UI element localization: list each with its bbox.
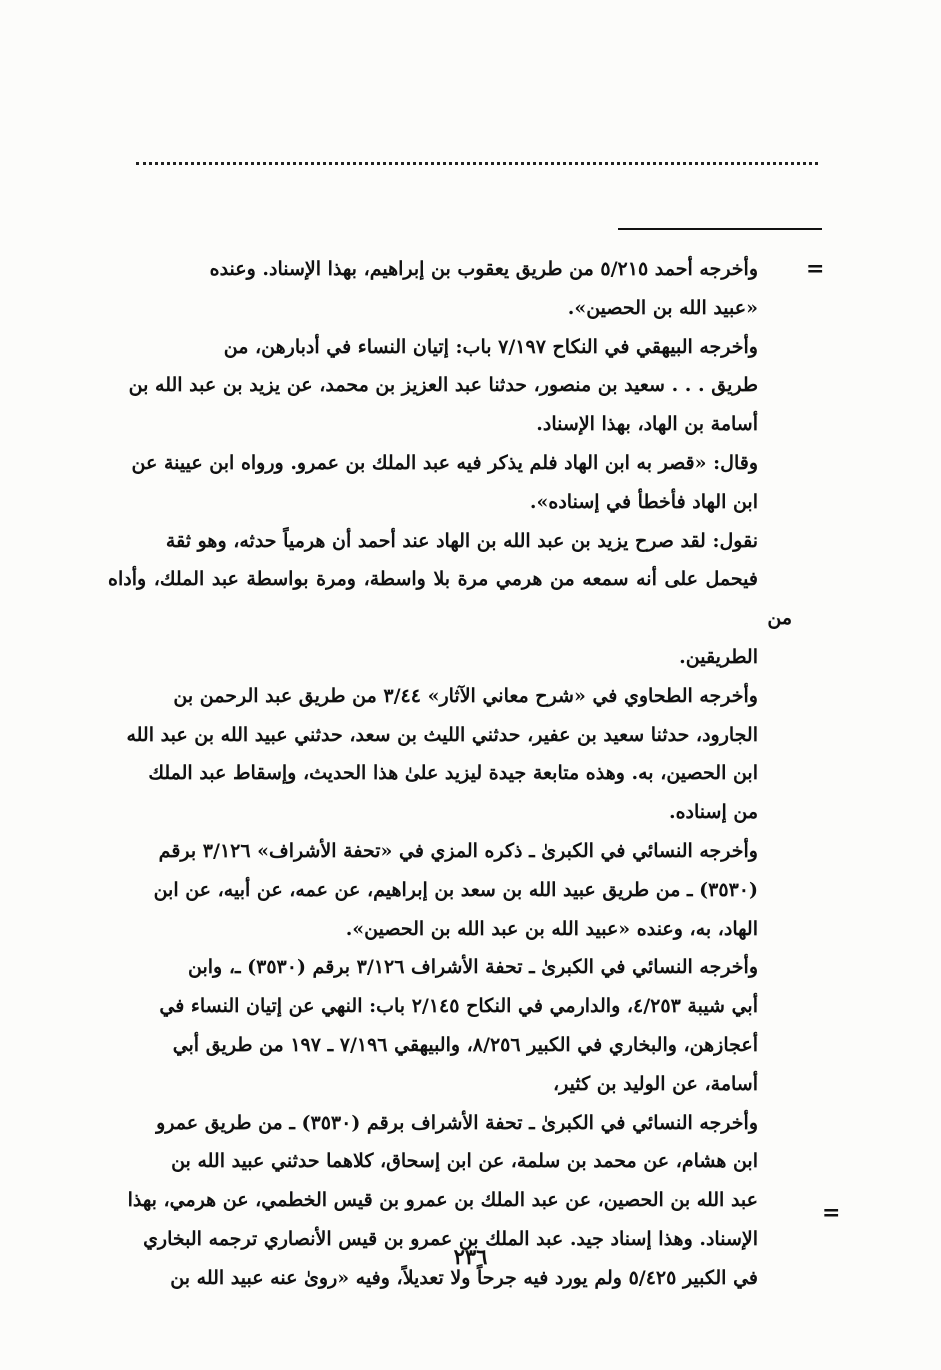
- text-line: الإسناد. وهذا إسناد جيد. عبد الملك بن عمرو بن قيس الأنصاري ترجمه البخاري: [143, 1227, 758, 1250]
- text-line: في الكبير ٥/٤٢٥ ولم يورد فيه جرحاً ولا تعديلاً، وفيه «روىٰ عنه عبيد الله بن: [170, 1266, 758, 1289]
- text-line: وأخرجه أحمد ٥/٢١٥ من طريق يعقوب بن إبراهيم، بهذا الإسناد. وعنده: [209, 258, 758, 280]
- text-line: أسامة، عن الوليد بن كثير،: [552, 1072, 758, 1095]
- text-line: أعجازهن، والبخاري في الكبير ٨/٢٥٦، والبيهقي ٧/١٩٦ ـ ١٩٧ من طريق أبي: [172, 1033, 758, 1056]
- text-line: من إسناده.: [668, 801, 758, 824]
- text-line: ابن هشام، عن محمد بن سلمة، عن ابن إسحاق، كلاهما حدثني عبيد الله بن: [171, 1150, 758, 1173]
- footnote-paragraph: [108, 444, 792, 522]
- text-line: وقال: «قصر به ابن الهاد فلم يذكر فيه عبد الملك بن عمرو. ورواه ابن عيينة عن: [131, 451, 758, 474]
- continuation-mark-top: =: [806, 256, 825, 282]
- text-line: أسامة بن الهاد، بهذا الإسناد.: [536, 413, 758, 436]
- text-line: ابن الهاد فأخطأ في إسناده».: [529, 490, 758, 513]
- text-line: وأخرجه البيهقي في النكاح ٧/١٩٧ باب: إتيان النساء في أدبارهن، من: [223, 335, 758, 358]
- text-line: الهاد، به، وعنده «عبيد الله بن عبد الله بن الحصين».: [345, 917, 758, 940]
- page-number: ٢٣٦: [453, 1244, 488, 1269]
- footnote-paragraph: [108, 677, 792, 832]
- footnote-paragraph: [108, 832, 792, 948]
- text-line: وأخرجه النسائي في الكبرىٰ ـ تحفة الأشراف برقم (٣٥٣٠) ـ من طريق عمرو: [156, 1111, 758, 1134]
- text-line: «عبيد الله بن الحصين».: [567, 296, 758, 319]
- footnote-paragraph: [108, 522, 792, 677]
- text-line: طريق . . . سعيد بن منصور، حدثنا عبد العزيز بن محمد، عن يزيد بن عبد الله بن: [128, 374, 758, 397]
- footnotes: [108, 250, 792, 1298]
- footnote-paragraph: [108, 328, 792, 444]
- text-line: أبي شيبة ٤/٢٥٣، والدارمي في النكاح ٢/١٤٥ باب: النهي عن إتيان النساء في: [159, 995, 758, 1018]
- footnote-separator: [618, 228, 822, 230]
- text-line: الطريقين.: [679, 645, 758, 668]
- text-line: نقول: لقد صرح يزيد بن عبد الله بن الهاد عند أحمد أن هرمياً حدثه، وهو ثقة: [165, 529, 758, 552]
- text-line: وأخرجه النسائي في الكبرىٰ ـ تحفة الأشراف ٣/١٢٦ برقم (٣٥٣٠) ـ، وابن: [188, 956, 758, 979]
- continuation-mark-bottom: =: [822, 1200, 841, 1226]
- footnote-paragraph: [108, 948, 792, 1103]
- main-text-ellipsis-rule: [136, 162, 818, 165]
- text-line: فيحمل على أنه سمعه من هرمي مرة بلا واسطة، ومرة بواسطة عبد الملك، وأداه من: [108, 568, 792, 630]
- text-line: (٣٥٣٠) ـ من طريق عبيد الله بن سعد بن إبراهيم، عن عمه، عن أبيه، عن ابن: [153, 878, 758, 901]
- text-line: وأخرجه النسائي في الكبرىٰ ـ ذكره المزي في «تحفة الأشراف» ٣/١٢٦ برقم: [158, 839, 758, 862]
- text-line: عبد الله بن الحصين، عن عبد الملك بن عمرو بن قيس الخطمي، عن هرمي، بهذا: [127, 1189, 758, 1212]
- text-line: الجارود، حدثنا سعيد بن عفير، حدثني الليث بن سعد، حدثني عبيد الله بن عبد الله: [126, 723, 758, 746]
- footnote-paragraph: [108, 250, 792, 328]
- text-line: ابن الحصين، به. وهذه متابعة جيدة ليزيد علىٰ هذا الحديث، وإسقاط عبد الملك: [148, 762, 758, 785]
- text-line: وأخرجه الطحاوي في «شرح معاني الآثار» ٣/٤٤ من طريق عبد الرحمن بن: [173, 684, 758, 707]
